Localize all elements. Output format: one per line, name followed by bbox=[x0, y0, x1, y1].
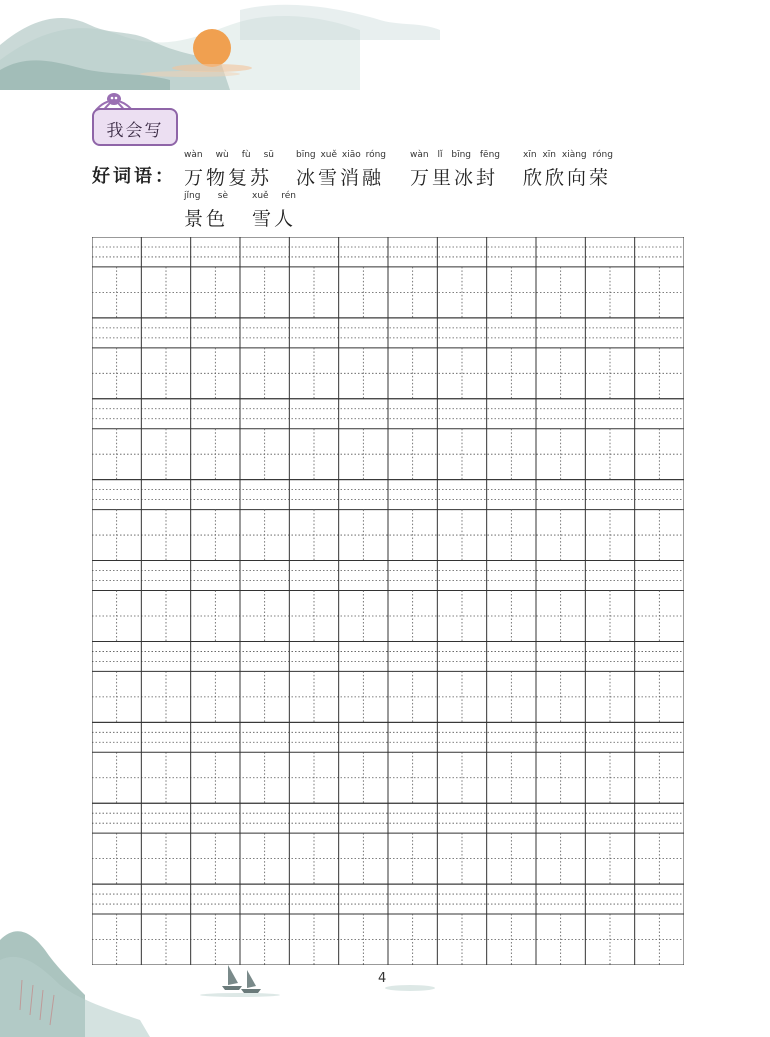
pinyin: jǐng bbox=[184, 191, 201, 201]
hanzi: 万里冰封 bbox=[410, 167, 499, 189]
vocab-word bbox=[184, 191, 228, 231]
pinyin: xuě bbox=[320, 150, 338, 160]
vocab-word bbox=[252, 191, 296, 231]
pinyin: rén bbox=[281, 191, 296, 201]
hanzi: 雪人 bbox=[252, 208, 297, 230]
pinyin: xīn bbox=[542, 150, 556, 160]
pinyin: lǐ bbox=[437, 150, 443, 160]
sailboat-icon bbox=[200, 965, 435, 997]
pinyin: fēng bbox=[479, 150, 500, 160]
pinyin: bīng bbox=[451, 150, 471, 160]
pinyin: xiàng bbox=[561, 150, 587, 160]
vocab-label: 好词语： bbox=[92, 166, 176, 187]
hanzi: 万物复苏 bbox=[184, 167, 273, 189]
pinyin: wàn bbox=[410, 150, 429, 160]
pinyin: róng bbox=[365, 150, 386, 160]
pinyin: sè bbox=[217, 191, 228, 201]
section-title: 我会写 bbox=[106, 121, 164, 141]
hanzi: 景色 bbox=[184, 208, 229, 230]
pinyin: wàn bbox=[184, 150, 203, 160]
vocab-word bbox=[296, 150, 386, 190]
pinyin: róng bbox=[592, 150, 613, 160]
pinyin: xīn bbox=[523, 150, 537, 160]
writing-practice-grid[interactable] bbox=[92, 237, 684, 965]
pinyin: xuě bbox=[252, 191, 269, 201]
page-number: 4 bbox=[378, 971, 387, 986]
pinyin: bīng bbox=[296, 150, 316, 160]
vocab-word bbox=[184, 150, 274, 190]
vocab-word bbox=[523, 150, 613, 190]
pinyin: xiāo bbox=[341, 150, 361, 160]
vocab-word bbox=[410, 150, 500, 190]
pinyin: sū bbox=[263, 150, 274, 160]
section-title-badge bbox=[92, 108, 178, 146]
pinyin: fù bbox=[241, 150, 251, 160]
hanzi: 欣欣向荣 bbox=[523, 167, 612, 189]
hanzi: 冰雪消融 bbox=[296, 167, 385, 189]
pinyin: wù bbox=[215, 150, 229, 160]
